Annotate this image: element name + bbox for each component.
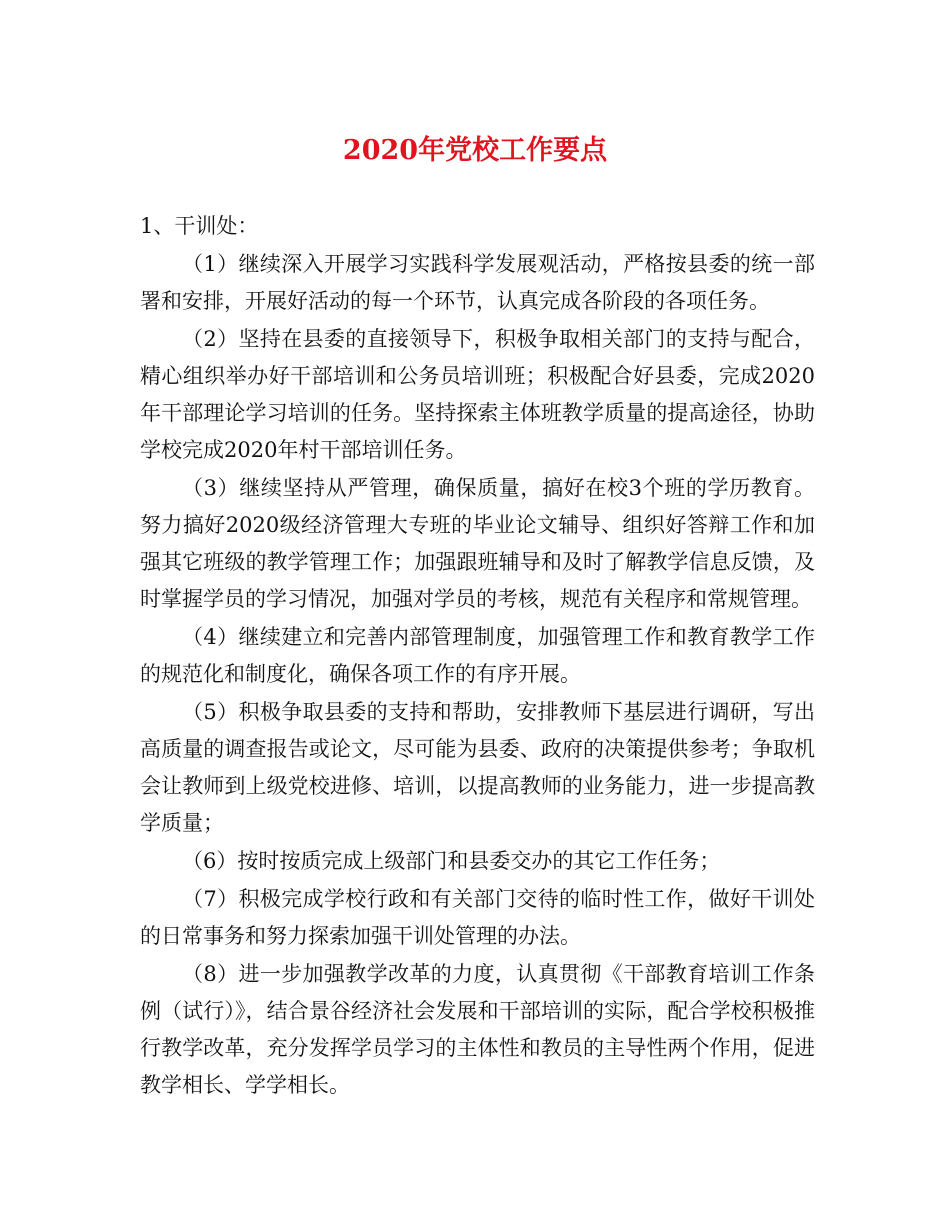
document-title: 2020年党校工作要点 bbox=[342, 135, 608, 166]
paragraph-item-4: （4）继续建立和完善内部管理制度，加强管理工作和教育教学工作的规范化和制度化，确保各项工作的有序开展。 bbox=[140, 625, 815, 686]
section-heading: 1、干训处： bbox=[140, 214, 259, 238]
paragraph-item-2: （2）坚持在县委的直接领导下，积极争取相关部门的支持与配合，精心组织举办好干部培训和公务员培训班；积极配合好县委，完成2020年干部理论学习培训的任务。坚持探索主体班教学质量的提高途径，协助学校完成2020年村干部培训任务。 bbox=[140, 327, 815, 462]
paragraph-item-6: （6）按时按质完成上级部门和县委交办的其它工作任务； bbox=[182, 849, 721, 873]
paragraph-item-5: （5）积极争取县委的支持和帮助，安排教师下基层进行调研，写出高质量的调查报告或论文，尽可能为县委、政府的决策提供参考；争取机会让教师到上级党校进修、培训，以提高教师的业务能力，进一步提高教学质量； bbox=[140, 700, 815, 835]
paragraph-item-8: （8）进一步加强教学改革的力度，认真贯彻《干部教育培训工作条例（试行）》，结合景谷经济社会发展和干部培训的实际，配合学校积极推行教学改革，充分发挥学员学习的主体性和教员的主导性两个作用，促进教学相长、学学相长。 bbox=[140, 962, 815, 1097]
paragraph-item-3: （3）继续坚持从严管理，确保质量，搞好在校3个班的学历教育。努力搞好2020级经济管理大专班的毕业论文辅导、组织好答辩工作和加强其它班级的教学管理工作；加强跟班辅导和及时了解教学信息反馈，及时掌握学员的学习情况，加强对学员的考核，规范有关程序和常规管理。 bbox=[140, 476, 815, 611]
paragraph-item-1: （1）继续深入开展学习实践科学发展观活动，严格按县委的统一部署和安排，开展好活动的每一个环节，认真完成各阶段的各项任务。 bbox=[140, 252, 815, 313]
paragraph-item-7: （7）积极完成学校行政和有关部门交待的临时性工作，做好干训处的日常事务和努力探索加强干训处管理的办法。 bbox=[140, 887, 815, 948]
document-body bbox=[140, 208, 815, 1105]
